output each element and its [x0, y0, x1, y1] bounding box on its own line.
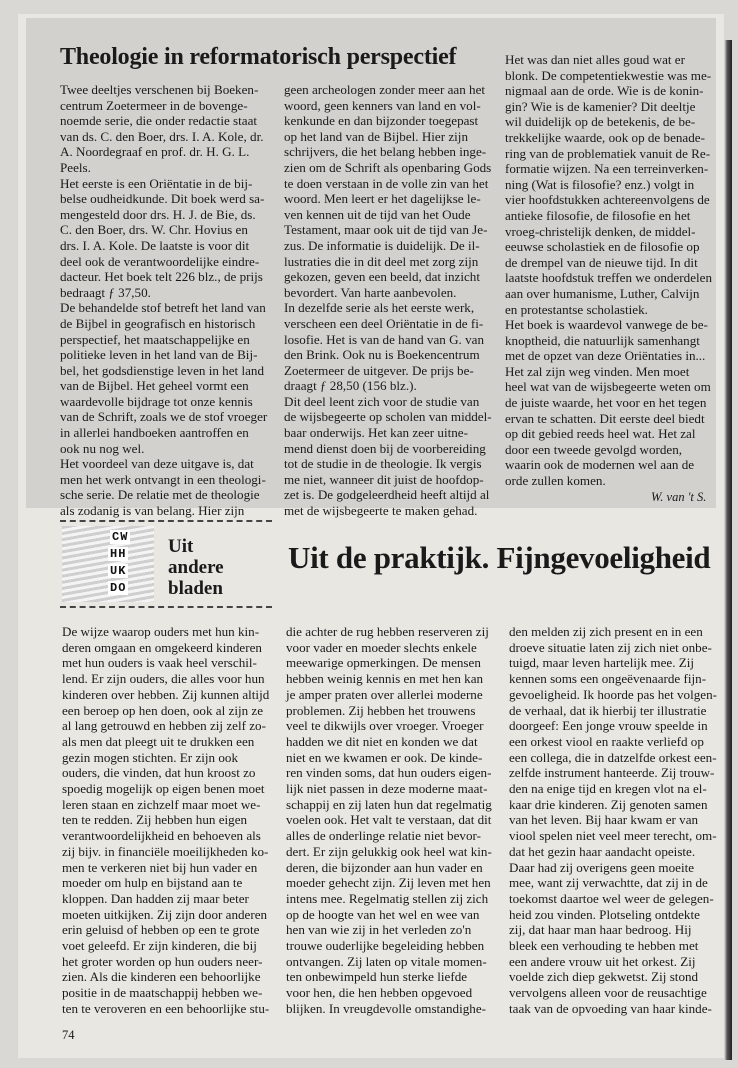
text-line: ouders, die vinden, dat hun kroost zo: [62, 765, 256, 781]
text-line: waardevolle bijdrage tot onze kennis: [60, 393, 253, 409]
text-line: knoptheid, die natuurlijk samenhangt: [505, 332, 700, 348]
author-signature: W. van 't S.: [651, 490, 707, 504]
section-label-line: Uit: [168, 536, 194, 557]
text-line: toekomst daartoe wel weer de gelegen-: [509, 890, 714, 906]
text-line: antieke filosofie, de filosofie en het: [505, 207, 691, 223]
text-line: Dit deel leent zich voor de studie van: [284, 393, 480, 409]
text-line: zij, dat haar man haar bedroog. Hij: [509, 922, 692, 938]
text-line: ring van de problematiek vanuit de Re-: [505, 145, 711, 161]
text-line: Daar had zij overigens geen moeite: [509, 859, 695, 875]
text-line: de Bijbel in geografisch en historisch: [60, 315, 256, 331]
article-headline: Uit de praktijk. Fijngevoeligheid: [288, 540, 711, 575]
text-line: noemde serie, die onder redactie staat: [60, 113, 258, 129]
text-line: woord. Men leert er het dagelijkse le-: [284, 191, 481, 207]
text-line: dat het gezin haar aandacht opeiste.: [509, 843, 696, 859]
text-line: intens mee. Regelmatig stellen zij zich: [286, 890, 489, 906]
text-line: den melden zij zich present en in een: [509, 624, 703, 639]
text-line: voelde zich diep gekwetst. Zij stond: [509, 969, 699, 985]
text-line: veel te dikwijls over vroeger. Vroeger: [286, 718, 484, 734]
text-line: Het was dan niet alles goud wat er: [505, 52, 685, 67]
text-line: op de hoogte van het wel en wee van: [286, 906, 480, 922]
collage-label: UK: [110, 564, 127, 578]
text-line: formatie wijzen. Na een terreinverken-: [505, 161, 709, 177]
text-line: spoedig mogelijk op eigen benen moet: [62, 781, 265, 797]
text-line: den na enige tijd en kregen vlot na el-: [509, 781, 707, 797]
text-line: hen van wie zij in het verleden zo'n: [286, 922, 472, 938]
text-line: schrijvers, die het belang hebben inge-: [284, 144, 487, 160]
text-line: leren staan en zichzelf maar moet we-: [62, 796, 261, 812]
text-line: dert. Er zijn gelukkig ook heel wat kin-: [286, 843, 492, 859]
text-line: en protestantse scholastiek.: [505, 301, 648, 317]
text-line: op het land van de Bijbel. Hier zijn: [284, 128, 468, 144]
text-line: ten te redden. Zij hebben hun eigen: [62, 812, 248, 828]
text-line: hebben weinig kennis en met hen kan: [286, 671, 484, 687]
text-line: trouwe ouderlijke begeleiding hebben: [286, 938, 485, 954]
text-line: zus. De informatie is duidelijk. De il-: [284, 237, 480, 253]
text-line: Het zal zijn weg vinden. Men moet: [505, 363, 690, 379]
text-line: met de wijsbegeerte te maken gehad.: [284, 503, 478, 519]
text-line: ven kennen uit de tijd van het Oude: [284, 206, 471, 222]
text-line: lustraties die in dit deel met zorg zijn: [284, 253, 479, 269]
text-line: Het boek is waardevol vanwege de be-: [505, 317, 708, 333]
text-line: Twee deeltjes verschenen bij Boeken-: [60, 82, 259, 97]
text-line: geen archeologen zonder meer aan het: [284, 82, 486, 97]
text-line: de wijsbegeerte op scholen van middel-: [284, 409, 492, 425]
text-line: kenkunde en dan bijzonder toegepast: [284, 113, 479, 129]
text-line: het groter worden op hun ouders neer-: [62, 953, 263, 969]
text-line: gin? Wie is de kamenier? Dit deeltje: [505, 98, 696, 114]
text-line: eeuwse scholastiek en de filosofie op: [505, 239, 700, 255]
text-line: Testament, maar ook uit de tijd van Je-: [284, 222, 488, 238]
text-line: losofie. Het is van de hand van G. van: [284, 331, 484, 347]
text-line: gevoeligheid. Ik hoorde pas het volgen-: [509, 686, 717, 702]
text-line: van het leven. Bij haar kwam er van: [509, 812, 699, 828]
review-column-2: [284, 82, 504, 519]
text-line: In dezelfde serie als het eerste werk,: [284, 300, 475, 316]
text-line: als men dat pleegt uit te drukken een: [62, 733, 255, 749]
text-line: in allerlei handboeken aantroffen en: [60, 425, 249, 441]
text-line: blonk. De competentiekwestie was me-: [505, 67, 712, 83]
text-line: Peels.: [60, 159, 91, 175]
text-line: draagt ƒ 28,50 (156 blz.).: [284, 378, 417, 394]
text-line: bel, het godsdienstige leven in het land: [60, 362, 264, 378]
text-line: laatste hoofdstuk treffen we onderdelen: [505, 270, 713, 286]
text-line: voet geleefd. Er zijn kinderen, die bij: [62, 938, 257, 954]
text-line: heid zou vinden. Plotseling ontdekte: [509, 906, 700, 922]
text-line: zien. Als die kinderen een behoorlijke: [62, 969, 261, 985]
text-line: de verhaal, dat ik hierbij ter illustratie: [509, 702, 707, 718]
text-line: drs. I. A. Kole. De laatste is voor dit: [60, 237, 250, 253]
text-line: vier hoofdstukken achtereenvolgens de: [505, 192, 710, 208]
text-line: problemen. Zij hebben het trouwens: [286, 702, 476, 718]
text-line: voelen ook. Het valt te verstaan, dat dit: [286, 812, 492, 828]
text-line: op dit gebied reeds heel wat. Het zal: [505, 426, 696, 442]
text-line: viool spelen niet veel meer terecht, om-: [509, 828, 717, 844]
text-line: gezin mogen stichten. Er zijn ook: [62, 749, 238, 765]
text-line: kinderen over hebben. Zij kunnen altijd: [62, 686, 270, 702]
text-line: bedraagt ƒ 37,50.: [60, 284, 151, 300]
text-line: niet en we kwamen er ook. De kinde-: [286, 749, 483, 765]
text-line: lend. Er zijn ouders, die alles voor hun: [62, 671, 265, 687]
text-line: als zodanig is van belang. Hier zijn: [60, 503, 245, 519]
text-line: meewarige opmerkingen. De mensen: [286, 655, 481, 671]
text-line: moeder om hulp en bijstand aan te: [62, 875, 243, 891]
text-line: moeten uitkijken. Zij zijn door anderen: [62, 906, 268, 922]
text-line: voor hen, die hen hebben opgevoed: [286, 985, 473, 1001]
section-rule-top: [60, 520, 272, 522]
section-rule-bottom: [60, 606, 272, 608]
text-line: tot de studie in de theologie. Ik vergis: [284, 456, 482, 472]
text-line: wil duidelijk op de betekenis, de be-: [505, 114, 696, 130]
text-line: orde zullen komen.: [505, 473, 606, 489]
text-line: een orkest viool en raakte verliefd op: [509, 733, 704, 749]
text-line: aan over humanisme, Luther, Calvijn: [505, 285, 700, 301]
text-line: De wijze waarop ouders met hun kin-: [62, 624, 260, 639]
text-line: heel wat van de wijsbegeerte weten om: [505, 379, 711, 395]
text-line: een beroep op hen doen, ook al zijn ze: [62, 702, 264, 718]
article-column-3: [509, 624, 721, 1017]
section-logo-collage: [62, 526, 154, 602]
text-line: door een tweede gevolgd worden,: [505, 441, 683, 457]
collage-label: DO: [110, 581, 127, 595]
text-line: sche serie. De relatie met de theologie: [60, 487, 260, 503]
text-line: zij bijv. in financiële moeilijkheden ko-: [62, 843, 269, 859]
text-line: bevordert. Van harte aanbevolen.: [284, 284, 457, 300]
text-line: ren vinden soms, dat hun ouders eigen-: [286, 765, 492, 781]
text-line: waarin ook de modernen wel aan de: [505, 457, 695, 473]
text-line: zelfde instrument hanteerde. Zij trouw-: [509, 765, 715, 781]
text-line: van de Bijbel. Het geheel vormt een: [60, 378, 249, 394]
text-line: te doen verstaan in de volle zin van het: [284, 175, 489, 191]
text-line: mend dienst doen bij de voorbereiding: [284, 440, 486, 456]
text-line: kloppen. Dan hadden zij maar beter: [62, 890, 249, 906]
text-line: A. Noordegraaf en prof. dr. H. G. L.: [60, 144, 250, 160]
text-line: perspectief, het maatschappelijke en: [60, 331, 250, 347]
text-line: ning (Wat is filosofie? enz.) volgt in: [505, 176, 695, 192]
text-line: belse oudheidkunde. Dit boek werd sa-: [60, 191, 265, 207]
text-line: den Brink. Ook nu is Boekencentrum: [284, 347, 480, 363]
text-line: verscheen een deel Oriëntatie in de fi-: [284, 315, 484, 331]
text-line: Het voordeel van deze uitgave is, dat: [60, 456, 254, 472]
text-line: die achter de rug hebben reserveren zij: [286, 624, 489, 639]
article-column-2: [286, 624, 508, 1017]
section-label: [168, 536, 224, 599]
collage-label: HH: [110, 547, 127, 561]
text-line: je amper praten over allerlei moderne: [286, 686, 483, 702]
text-line: hadden we dit niet en konden we dat: [286, 733, 478, 749]
text-line: vroeg-christelijk denken, de middel-: [505, 223, 696, 239]
text-line: mee, want zij verwachtte, dat zij in de: [509, 875, 708, 891]
text-line: doorgeef: Een jonge vrouw speelde in: [509, 718, 708, 734]
text-line: met de opzet van deze Oriëntaties in...: [505, 348, 706, 364]
collage-label: CW: [112, 530, 129, 544]
text-line: ook nu nog wel.: [60, 440, 145, 456]
text-line: Het eerste is een Oriëntatie in de bij-: [60, 175, 253, 191]
article-column-1: [62, 624, 284, 1017]
text-line: de juiste waarde, het voor en het tegen: [505, 395, 707, 411]
text-line: een andere vrouw uit het orkest. Zij: [509, 953, 696, 969]
text-line: taak van de opvoeding van haar kinde-: [509, 1000, 712, 1016]
article-title: Theologie in reformatorisch perspectief: [60, 44, 457, 70]
text-line: verantwoordelijkheid en behoeven als: [62, 828, 261, 844]
text-line: tuigd, maar leven hartelijk mee. Zij: [509, 655, 695, 671]
text-line: bleek een verhouding te hebben met: [509, 938, 699, 954]
text-line: een collega, die in datzelfde orkest een-: [509, 749, 717, 765]
text-line: woord, geen kenners van land en vol-: [284, 97, 481, 113]
text-line: van ds. C. den Boer, drs. I. A. Kole, dr.: [60, 128, 264, 144]
text-line: trekkelijke waarde, ook op de benade-: [505, 129, 705, 145]
text-line: ervan te schatten. Dit eerste deel biedt: [505, 410, 705, 426]
text-line: zien om de Schrift als openbaring Gods: [284, 159, 492, 175]
text-line: men te verkeren niet bij hun vader en: [62, 859, 258, 875]
text-line: van de Schrift, zoals we de stof vroeger: [60, 409, 268, 425]
section-label-line: bladen: [168, 578, 223, 599]
text-line: moeder gehecht zijn. Zij leven met hen: [286, 875, 491, 891]
text-line: met hun ouders is vaak heel verschil-: [62, 655, 257, 671]
text-line: centrum Zoetermeer in de bovenge-: [60, 97, 248, 113]
text-line: alles de onderlinge relatie niet bevor-: [286, 828, 481, 844]
text-line: dacteur. Het boek telt 226 blz., de prijs: [60, 269, 263, 285]
text-line: lijk niet passen in deze moderne maat-: [286, 781, 488, 797]
text-line: kaar drie kinderen. Zij genoten samen: [509, 796, 708, 812]
text-line: kennen soms een ongeëvenaarde fijn-: [509, 671, 707, 687]
text-line: mengesteld door drs. H. J. de Bie, ds.: [60, 206, 256, 222]
text-line: al lang getrouwd en hebben zij zelf zo-: [62, 718, 266, 734]
binding-shadow: [724, 40, 732, 1060]
text-line: politieke leven in het land van de Bij-: [60, 347, 258, 363]
text-line: C. den Boer, drs. W. Chr. Hovius en: [60, 222, 248, 238]
text-line: ten onbewimpeld hun sterke liefde: [286, 969, 468, 985]
text-line: Zoetermeer de uitgever. De prijs be-: [284, 362, 474, 378]
text-line: droeve situatie laten zij zich niet onbe-: [509, 639, 712, 655]
text-line: deel ook de verantwoordelijke eindre-: [60, 253, 260, 269]
text-line: me niet, wanneer dit juist de hoofdop-: [284, 471, 484, 487]
text-line: voor vader en moeder slechts enkele: [286, 639, 477, 655]
text-line: blijken. In vreugdevolle omstandighe-: [286, 1000, 486, 1016]
text-line: baar onderwijs. Het kan zeer uitne-: [284, 425, 468, 441]
text-line: deren, die bijzonder aan hun vader en: [286, 859, 483, 875]
review-column-1: [60, 82, 280, 519]
page-number: 74: [62, 1028, 75, 1042]
text-line: men het werk ontvangt in een theologi-: [60, 471, 266, 487]
text-line: vervolgens alleen voor de reusachtige: [509, 985, 707, 1001]
text-line: gekozen, geven een beeld, dat inzicht: [284, 269, 480, 285]
text-line: de drempel van de nieuwe tijd. In dit: [505, 254, 698, 270]
text-line: positie in de maatschappij hebben we-: [62, 985, 263, 1001]
text-line: De behandelde stof betreft het land van: [60, 300, 266, 316]
text-line: erin geluisd of hebben op een te grote: [62, 922, 260, 938]
text-line: ten te veroveren en een behoorlijke stu-: [62, 1000, 270, 1016]
text-line: nigmaal aan de orde. Wie is de konin-: [505, 83, 704, 99]
section-label-line: andere: [168, 557, 224, 578]
text-line: zet is. De godgeleerdheid heeft altijd al: [284, 487, 490, 503]
text-line: schappij en zij laten hun dat regelmatig: [286, 796, 492, 812]
text-line: deren omgaan en omgekeerd kinderen: [62, 639, 262, 655]
text-line: ontvangen. Zij laten op vitale momen-: [286, 953, 487, 969]
review-column-3: [505, 52, 717, 489]
